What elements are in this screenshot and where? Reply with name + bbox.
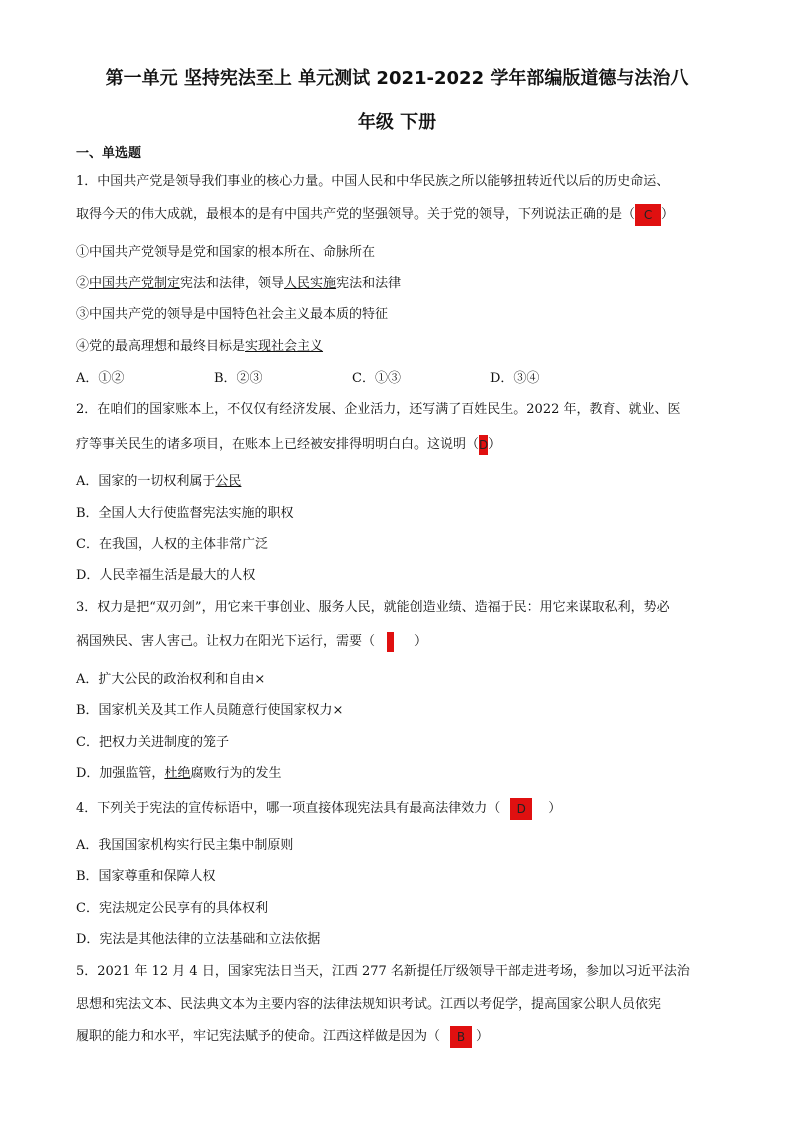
- q3-close-paren: ）: [414, 634, 428, 649]
- document-title-line1: 第一单元 坚持宪法至上 单元测试 2021-2022 学年部编版道德与法治八: [105, 68, 689, 89]
- q1-statement-3: ③中国共产党的领导是中国特色社会主义最本质的特征: [76, 307, 389, 322]
- q5-close-paren: ）: [476, 1029, 490, 1044]
- q4-close-paren: ）: [548, 801, 562, 816]
- q1-close-paren: ）: [661, 207, 675, 222]
- q1-statement-2: [76, 272, 401, 291]
- q2-answer-box: D: [479, 435, 488, 455]
- q2-close-paren: ）: [488, 437, 502, 452]
- q3-option-b[interactable]: B．国家机关及其工作人员随意行使国家权力×: [76, 703, 344, 718]
- q2-stem-line2: [76, 433, 501, 455]
- q1-option-a[interactable]: A．①②: [76, 371, 125, 386]
- q4-option-c[interactable]: C．宪法规定公民享有的具体权利: [76, 901, 268, 916]
- q1-option-b[interactable]: B．②③: [214, 371, 263, 386]
- q1-s2-middle: 宪法和法律，领导: [180, 276, 285, 291]
- q1-options: [76, 367, 628, 386]
- q3-option-d-text: D．加强监管，: [76, 766, 165, 781]
- q2-option-a-underlined: 公民: [215, 474, 242, 489]
- q3-answer-box: [387, 632, 394, 652]
- document-title-line2: 年级 下册: [357, 112, 437, 133]
- q1-s2-underlined-2: 人民实施: [284, 276, 337, 291]
- q1-s4-underlined: 实现社会主义: [245, 339, 324, 354]
- q4-answer-box: D: [510, 798, 532, 820]
- q3-option-a[interactable]: A．扩大公民的政治权利和自由×: [76, 672, 266, 687]
- q1-s4-text: ④党的最高理想和最终目标是: [76, 339, 246, 354]
- q2-option-a[interactable]: [76, 470, 241, 489]
- q4-option-a[interactable]: A．我国国家机构实行民主集中制原则: [76, 838, 294, 853]
- section-heading: 一、单选题: [76, 146, 142, 161]
- q1-option-c[interactable]: C．①③: [352, 371, 401, 386]
- q2-option-a-text: A．国家的一切权利属于: [76, 474, 216, 489]
- q1-option-d[interactable]: D．③④: [490, 371, 540, 386]
- q4-option-d[interactable]: D．宪法是其他法律的立法基础和立法依据: [76, 932, 321, 947]
- q2-stem-line1: 2．在咱们的国家账本上，不仅仅有经济发展、企业活力，还写满了百姓民生。2022 年，教育、就业、医: [76, 402, 681, 417]
- q3-stem-line1: 3．权力是把“双刃剑”，用它来干事创业、服务人民，就能创造业绩、造福于民：用它来谋取私利，势必: [76, 600, 670, 615]
- q5-stem-line3: [76, 1025, 489, 1048]
- q1-s2-number: ②: [76, 276, 90, 291]
- q3-option-d[interactable]: [76, 762, 281, 781]
- q2-option-b[interactable]: B．全国人大行使监督宪法实施的职权: [76, 506, 294, 521]
- q5-answer-box: B: [450, 1026, 472, 1048]
- q3-stem-text: 祸国殃民、害人害己。让权力在阳光下运行，需要（: [76, 634, 376, 649]
- q5-stem-text: 履职的能力和水平，牢记宪法赋予的使命。江西这样做是因为（: [76, 1029, 441, 1044]
- q5-stem-line2: 思想和宪法文本、民法典文本为主要内容的法律法规知识考试。江西以考促学，提高国家公职人员依宪: [76, 997, 662, 1012]
- q1-s2-underlined: 中国共产党制定: [89, 276, 181, 291]
- q1-answer-box: C: [635, 204, 661, 226]
- q1-s2-end: 宪法和法律: [336, 276, 402, 291]
- q2-stem-text: 疗等事关民生的诸多项目，在账本上已经被安排得明明白白。这说明（: [76, 437, 480, 452]
- q3-option-d-end: 腐败行为的发生: [190, 766, 282, 781]
- q3-option-d-underlined: 杜绝: [164, 766, 191, 781]
- q2-option-c[interactable]: C．在我国，人权的主体非常广泛: [76, 537, 268, 552]
- q4-stem: [76, 797, 561, 820]
- q1-stem-line2: [76, 203, 674, 226]
- q3-option-c[interactable]: C．把权力关进制度的笼子: [76, 735, 229, 750]
- q1-statement-1: ①中国共产党领导是党和国家的根本所在、命脉所在: [76, 245, 376, 260]
- q4-option-b[interactable]: B．国家尊重和保障人权: [76, 869, 216, 884]
- q2-option-d[interactable]: D．人民幸福生活是最大的人权: [76, 568, 256, 583]
- q4-stem-text: 4．下列关于宪法的宣传标语中，哪一项直接体现宪法具有最高法律效力（: [76, 801, 501, 816]
- q1-stem-line1: 1．中国共产党是领导我们事业的核心力量。中国人民和中华民族之所以能够扭转近代以后的历史命运、: [76, 174, 670, 189]
- q1-statement-4: [76, 335, 323, 354]
- q3-stem-line2: [76, 630, 427, 652]
- q1-stem-text: 取得今天的伟大成就，最根本的是有中国共产党的坚强领导。关于党的领导，下列说法正确的是（: [76, 207, 636, 222]
- q5-stem-line1: 5．2021 年 12 月 4 日，国家宪法日当天，江西 277 名新提任厅级领导干部走进考场，参加以习近平法治: [76, 964, 690, 979]
